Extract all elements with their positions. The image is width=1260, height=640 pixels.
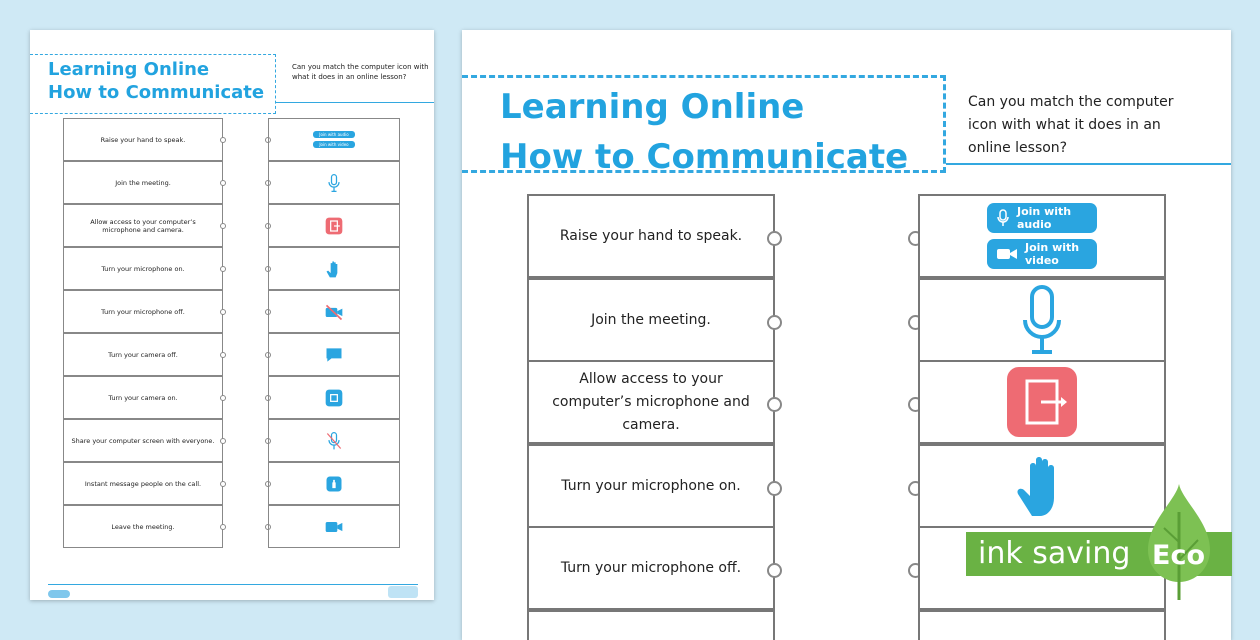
match-dot[interactable] [220,481,226,487]
thumbnail-left-item: Turn your microphone off. [63,290,223,333]
thumbnail-left-item: Join the meeting. [63,161,223,204]
thumbnail-icon-cell [268,290,400,333]
thumbnail-left-item: Raise your hand to speak. [63,118,223,161]
statement-card: Turn your microphone on. [527,444,775,528]
microphone-off-icon [323,431,345,451]
join-video-button [987,239,1097,269]
eco-label: Eco [1152,540,1205,571]
title-line-1: Learning Online [500,87,805,127]
match-dot[interactable] [220,223,226,229]
join-audio-button [987,203,1097,233]
match-dot[interactable] [220,309,226,315]
thumbnail-left-item: Share your computer screen with everyone. [63,419,223,462]
thumbnail-question-rule [275,102,434,103]
thumbnail-title [48,58,264,104]
worksheet-thumbnail [30,30,434,600]
share-screen-icon [323,388,345,408]
match-dot[interactable] [220,266,226,272]
icon-card [918,360,1166,444]
match-dot[interactable] [220,180,226,186]
video-camera-icon [323,517,345,537]
thumbnail-left-item: Turn your camera on. [63,376,223,419]
microphone-icon [323,173,345,193]
thumbnail-join-buttons [268,118,400,161]
raise-hand-button-icon [323,474,345,494]
page-title [500,82,908,182]
thumbnail-icon-cell [268,462,400,505]
thumbnail-logo-icon [48,590,70,598]
instruction-text: Can you match the computer icon with what it does in an online lesson? [968,94,1174,156]
leave-door-icon [323,216,345,236]
match-dot-left[interactable] [767,315,782,330]
thumbnail-icon-cell [268,161,400,204]
match-dot[interactable] [220,137,226,143]
chat-bubble-icon [323,345,345,365]
match-dot[interactable] [220,524,226,530]
match-dot-left[interactable] [767,563,782,578]
thumbnail-footer-rule [48,584,418,585]
statement-card: Join the meeting. [527,278,775,362]
eco-ink-saving-badge [966,482,1232,602]
thumbnail-question: Can you match the computer icon with what it does in an online lesson? [292,63,429,81]
join-video-label: Join with video [1025,241,1080,267]
match-dot-left[interactable] [767,397,782,412]
thumbnail-left-item: Instant message people on the call. [63,462,223,505]
thumbnail-left-item: Leave the meeting. [63,505,223,548]
thumbnail-icon-cell [268,333,400,376]
thumbnail-icon-cell [268,247,400,290]
video-camera-icon [997,247,1017,261]
leave-door-icon [1005,365,1079,439]
thumbnail-badge-icon [388,586,418,598]
icon-card [918,610,1166,640]
statement-card: Allow access to your computer’s microphone and camera. [527,360,775,444]
thumbnail-left-item: Turn your camera off. [63,333,223,376]
mini-join-audio: Join with audio [313,131,354,138]
thumbnail-title-line-2: How to Communicate [48,82,265,103]
microphone-icon [1022,284,1062,356]
instruction-rule [946,163,1231,165]
camera-off-icon [323,302,345,322]
raised-hand-icon [323,259,345,279]
thumbnail-left-item: Allow access to your computer’s microphone and camera. [63,204,223,247]
match-dot[interactable] [220,395,226,401]
thumbnail-icon-cell [268,376,400,419]
microphone-icon [997,209,1009,227]
thumbnail-title-line-1: Learning Online [48,59,210,80]
eco-text: ink saving [978,536,1131,571]
thumbnail-icon-cell [268,204,400,247]
thumbnail-icon-cell [268,505,400,548]
statement-card: Turn your microphone off. [527,526,775,610]
title-line-2: How to Communicate [500,137,909,177]
match-dot[interactable] [220,352,226,358]
match-dot-left[interactable] [767,231,782,246]
thumbnail-icon-cell [268,419,400,462]
statement-card [527,610,775,640]
mini-join-video: Join with video [313,141,354,148]
match-dot[interactable] [220,438,226,444]
thumbnail-left-item: Turn your microphone on. [63,247,223,290]
icon-card [918,278,1166,362]
icon-card-join [918,194,1166,278]
match-dot-left[interactable] [767,481,782,496]
statement-card: Raise your hand to speak. [527,194,775,278]
join-audio-label: Join with audio [1017,205,1072,231]
